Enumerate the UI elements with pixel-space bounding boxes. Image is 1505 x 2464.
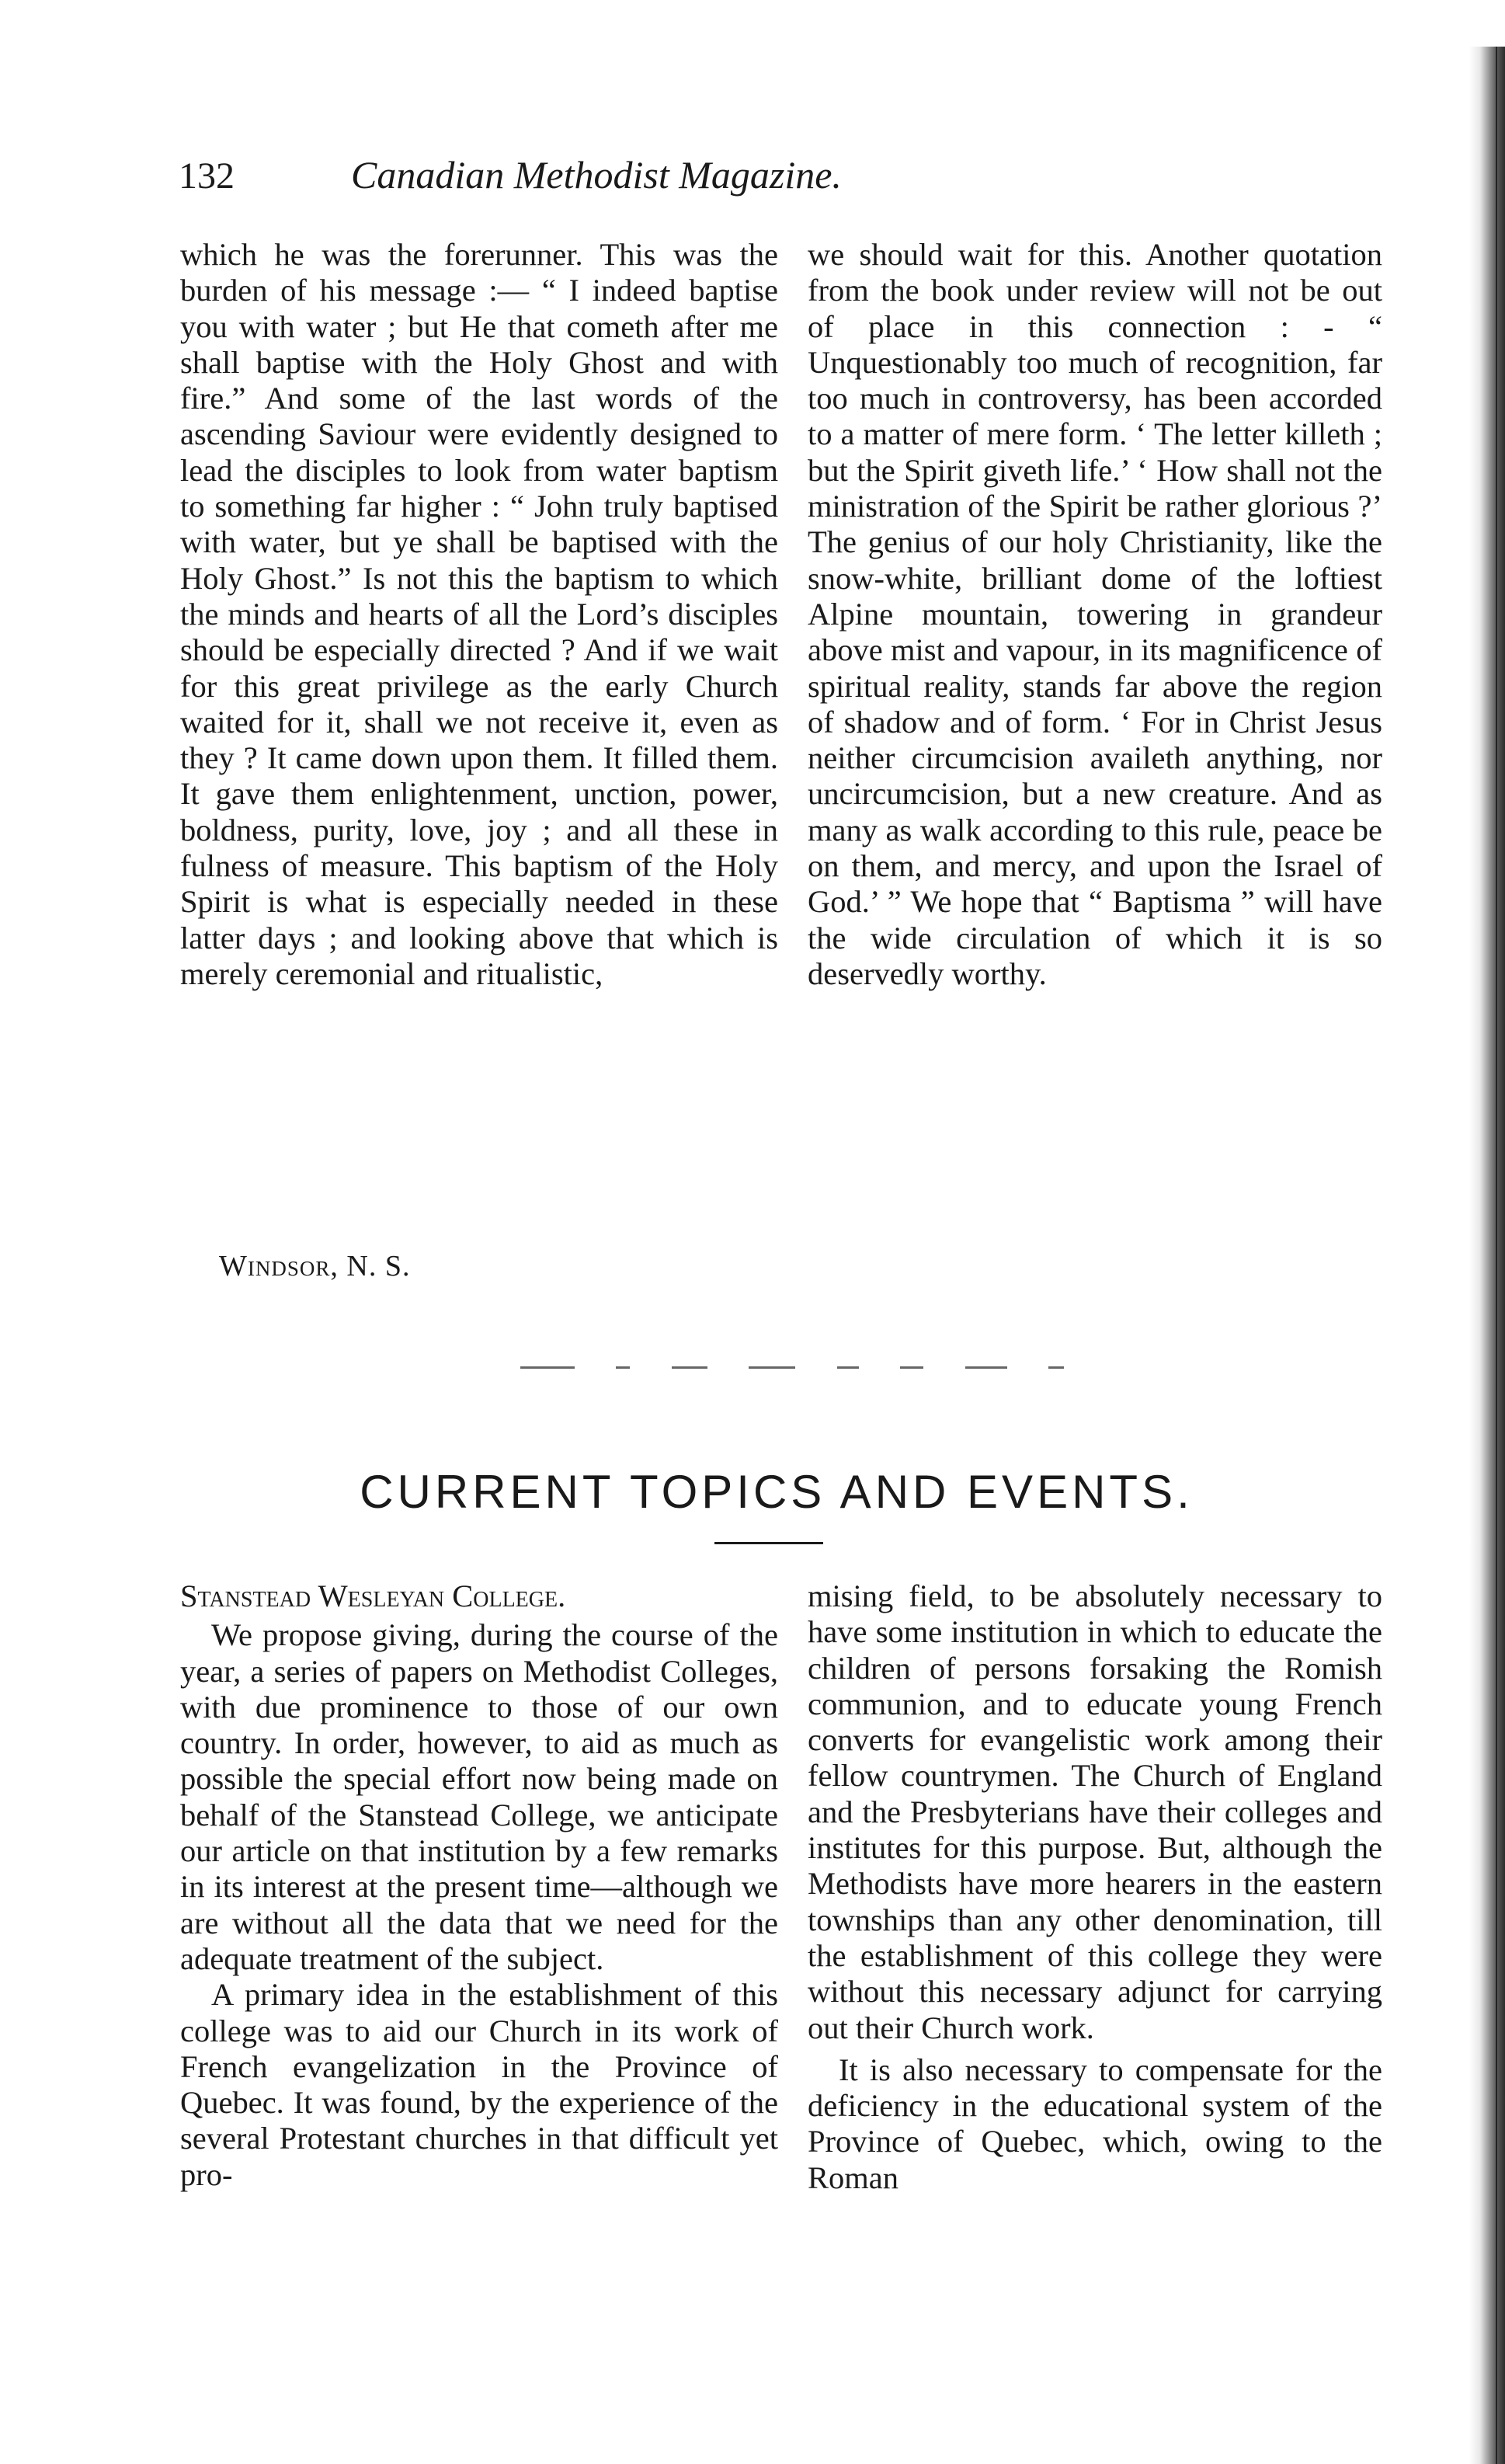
running-title: Canadian Methodist Magazine.: [351, 153, 842, 197]
topic-paragraph: We propose giving, during the course of the year, a series of papers on Methodist Colleges, with due prominence to those of our own country. In order, however, to aid as much as possible the special effort now being made on behalf of the Stanstead College, we anticipate our article on that institution by a few remarks in its interest at the present time—although we are without all the data that we need for the adequate treatment of the subject.: [180, 1617, 778, 1976]
topic-paragraph: mising field, to be absolutely necessary to have some institution in which to educate the children of persons forsaking the Romish communion, and to educate young French converts for evangelistic work among their fellow countrymen. The Church of England and the Presbyterians have their colleges and institutes for this purpose. But, although the Methodists have more hearers in the eastern townships than any other denomination, till the establishment of this college they were without this necessary adjunct for carrying out their Church work.: [808, 1578, 1382, 2045]
page-edge-rule: [1496, 47, 1497, 2464]
scanned-page-edge: [1469, 47, 1505, 2464]
topic-paragraph: It is also necessary to compensate for the deficiency in the educational system of the Province of Quebec, which, owing to the Roman: [808, 2052, 1382, 2195]
article-column-left: [180, 237, 778, 992]
topics-column-right: [808, 1578, 1382, 2196]
topic-paragraph: A primary idea in the establishment of this college was to aid our Church in its work of French evangelization in the Province of Quebec. It was found, by the experience of the several Protestant churches in that difficult yet pro-: [180, 1977, 778, 2192]
section-title-rule: [714, 1542, 823, 1544]
topics-column-left: [180, 1578, 778, 2193]
running-header: [179, 152, 1118, 207]
article-column-right: [808, 237, 1382, 992]
page-number: 132: [179, 155, 235, 197]
section-divider-ornament: [520, 1361, 1064, 1373]
article-paragraph: we should wait for this. Another quotation from the book under review will not be out of place in this connection : - “ Unquestionably too much of recognition, far too much in controversy, has been accorded to a matter of mere form. ‘ The letter killeth ; but the Spirit giveth life.’ ‘ How shall not the ministration of the Spirit be rather glorious ?’ The genius of our holy Christianity, like the snow-white, brilliant dome of the loftiest Alpine mountain, towering in grandeur above mist and vapour, in its magnificence of spiritual reality, stands far above the region of shadow and of form. ‘ For in Christ Jesus neither circumcision availeth anything, nor uncircumcision, but a new creature. And as many as walk according to this rule, peace be on them, and mercy, and upon the Israel of God.’ ” We hope that “ Baptisma ” will have the wide circulation of which it is so deservedly worthy.: [808, 237, 1382, 991]
section-title: CURRENT TOPICS AND EVENTS.: [360, 1466, 1194, 1518]
article-signature: Windsor, N. S.: [219, 1250, 411, 1282]
topic-subheading: Stanstead Wesleyan College.: [180, 1578, 566, 1613]
article-paragraph: which he was the forerunner. This was the burden of his message :— “ I indeed baptise you with water ; but He that cometh after me shall baptise with the Holy Ghost and with fire.” And some of the last words of the ascending Saviour were evidently designed to lead the disciples to look from water baptism to something far higher : “ John truly baptised with water, but ye shall be baptised with the Holy Ghost.” Is not this the baptism to which the minds and hearts of all the Lord’s disciples should be especially directed ? And if we wait for this great privilege as the early Church waited for it, shall we not receive it, even as they ? It came down upon them. It filled them. It gave them enlightenment, unction, power, boldness, purity, love, joy ; and all these in fulness of measure. This baptism of the Holy Spirit is what is especially needed in these latter days ; and looking above that which is merely ceremonial and ritualistic,: [180, 237, 778, 991]
